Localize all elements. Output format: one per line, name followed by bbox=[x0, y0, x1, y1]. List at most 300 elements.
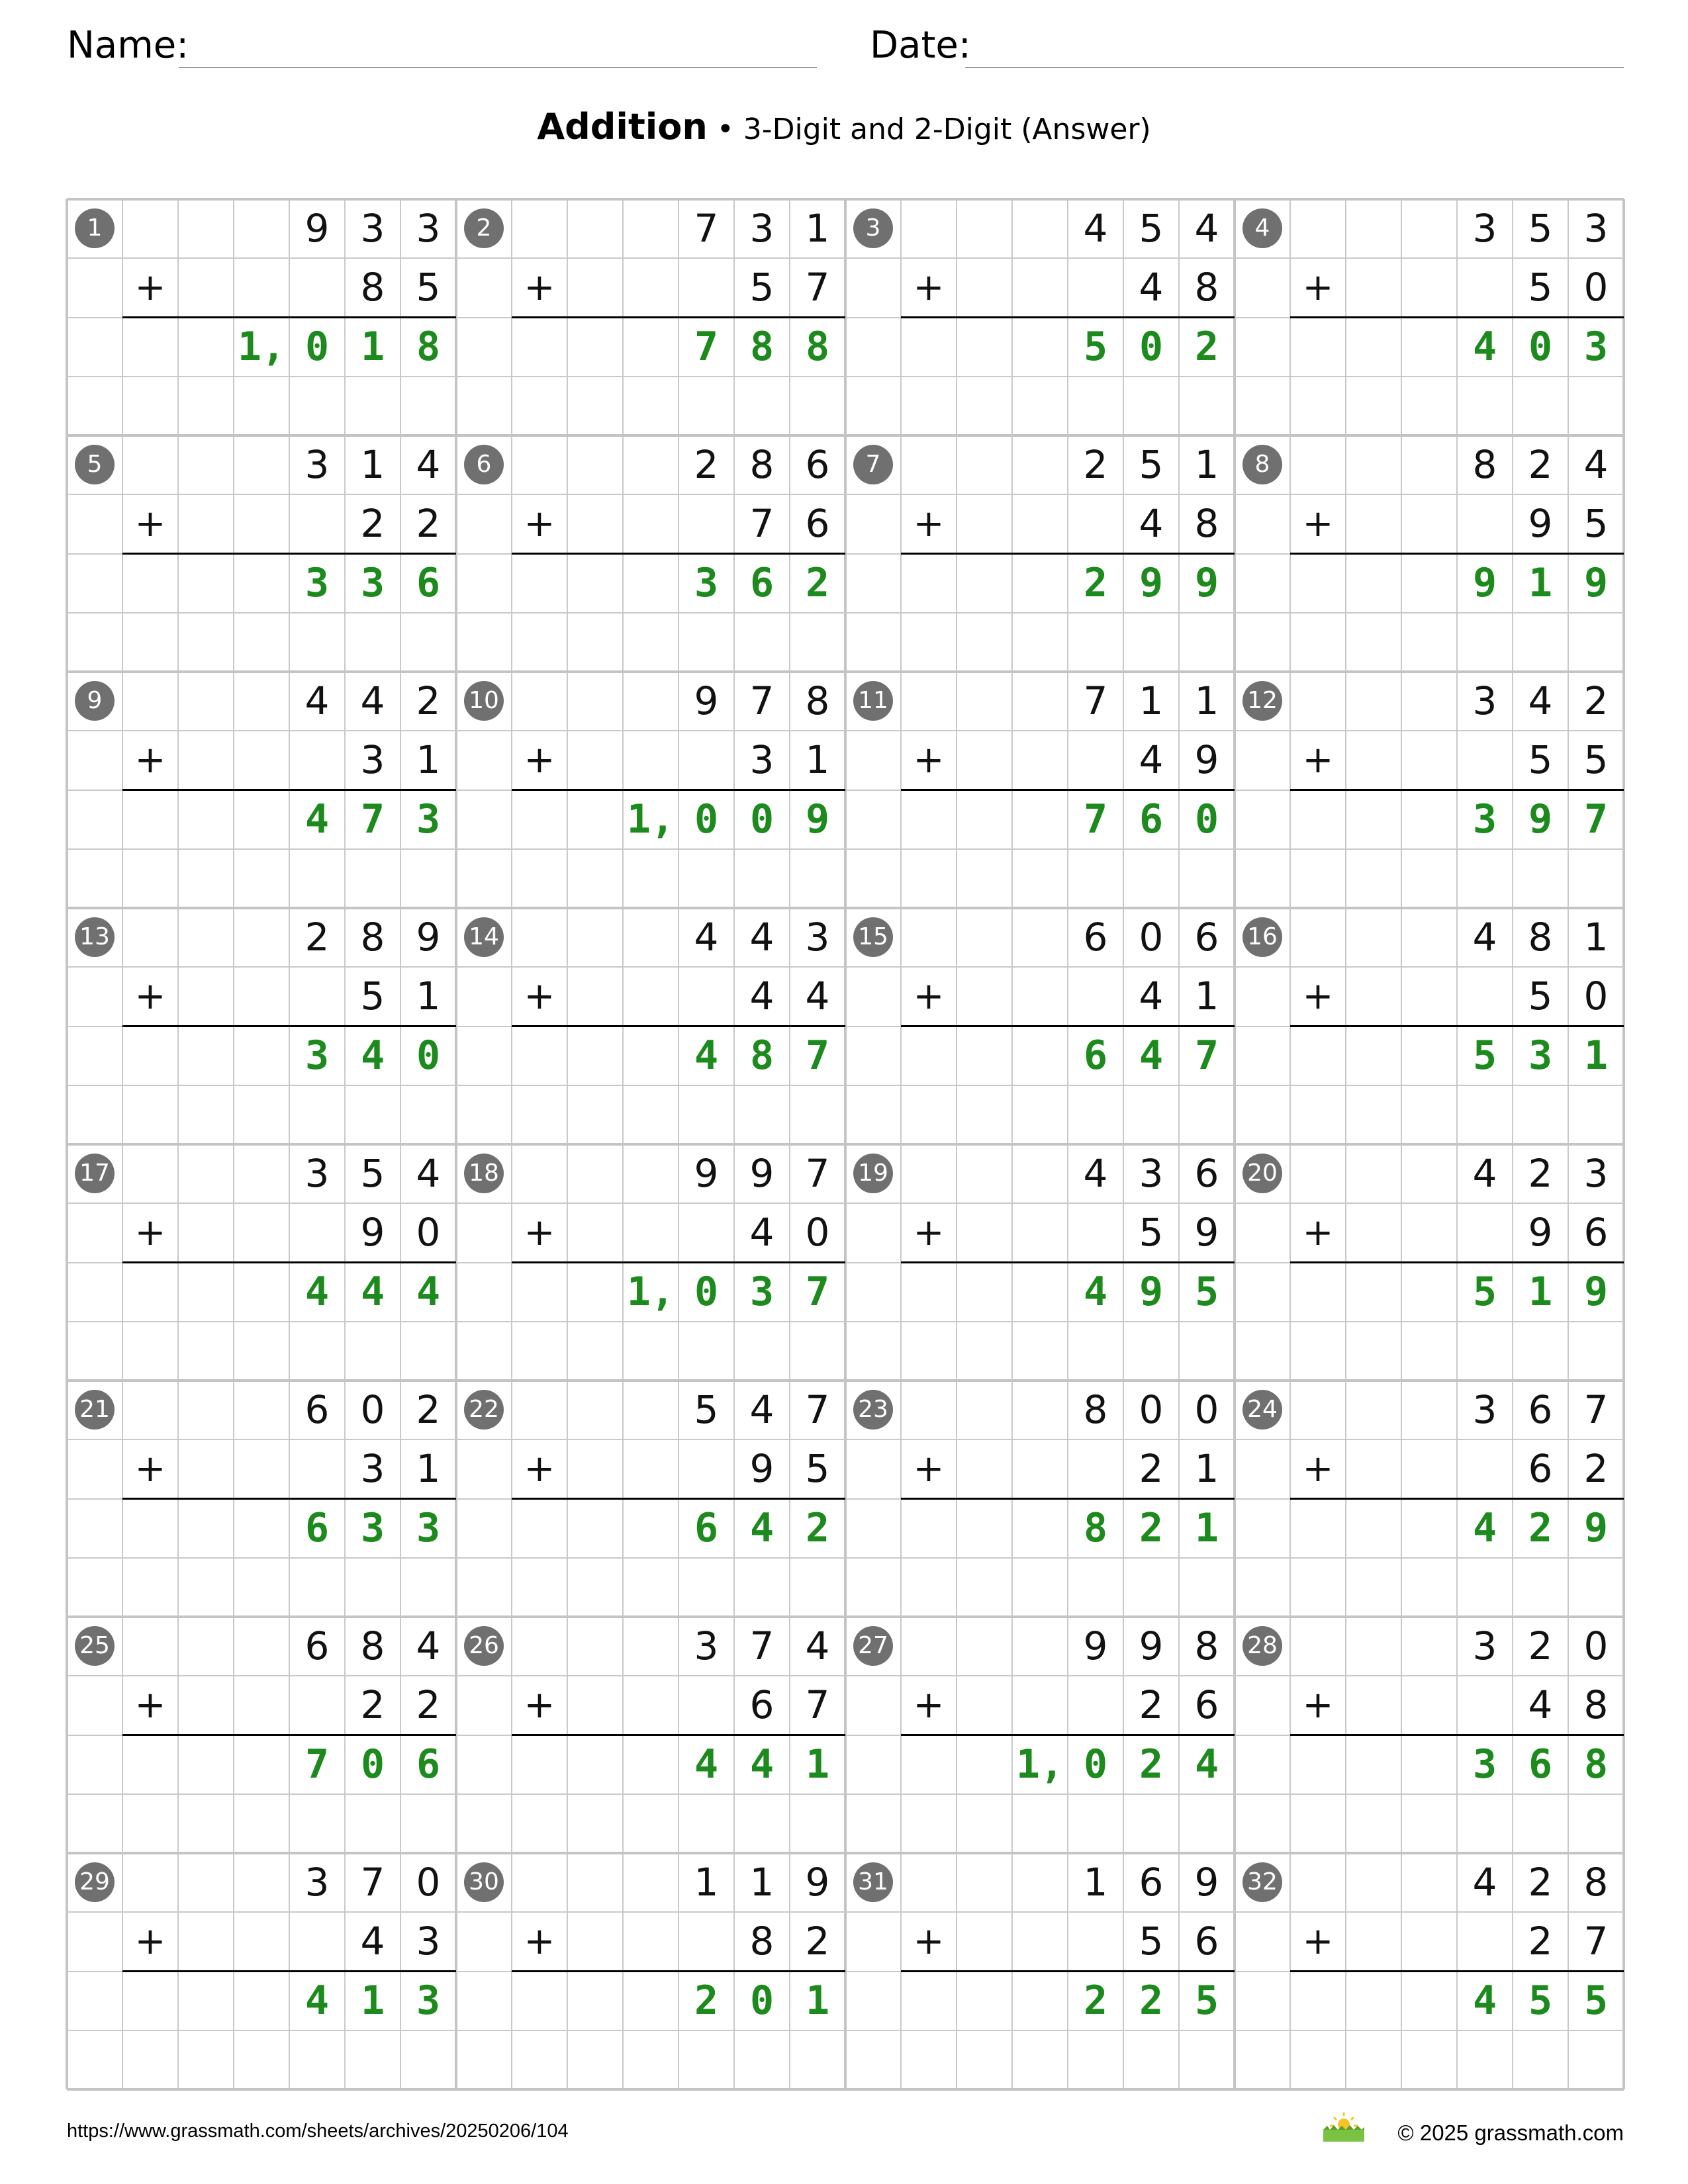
addend-bottom-digit: 4 bbox=[1139, 737, 1164, 783]
problem-grid bbox=[67, 199, 1624, 2089]
addend-bottom-digit: 1 bbox=[805, 737, 830, 783]
answer-digit: 3 bbox=[416, 1504, 441, 1551]
answer-digit: 5 bbox=[1194, 1977, 1219, 2024]
addend-bottom-digit: 1 bbox=[416, 737, 441, 783]
addend-top-digit: 3 bbox=[305, 1151, 330, 1196]
answer-digit: 4 bbox=[305, 1977, 330, 2024]
plus-operator: + bbox=[913, 266, 945, 310]
plus-operator: + bbox=[1302, 1447, 1334, 1491]
problem-number-badge: 4 bbox=[1243, 208, 1282, 248]
addend-top-digit: 2 bbox=[1083, 442, 1108, 487]
answer-digit: 0 bbox=[360, 1741, 385, 1788]
answer-digit: 4 bbox=[1472, 323, 1497, 370]
answer-digit: 8 bbox=[805, 323, 830, 370]
problem-number-badge: 13 bbox=[75, 917, 115, 957]
addend-bottom-digit: 5 bbox=[805, 1446, 830, 1492]
problem-number-badge: 15 bbox=[853, 917, 893, 957]
addend-top-digit: 4 bbox=[749, 915, 774, 960]
addend-top-digit: 9 bbox=[694, 678, 719, 723]
plus-operator: + bbox=[1302, 975, 1334, 1019]
addend-top-digit: 3 bbox=[1583, 1151, 1609, 1196]
name-line[interactable] bbox=[179, 67, 817, 68]
answer-digit: 8 bbox=[749, 1032, 774, 1079]
answer-digit: 5 bbox=[1528, 1977, 1553, 2024]
problem-number-badge: 6 bbox=[464, 445, 504, 484]
addend-top-digit: 4 bbox=[416, 1151, 441, 1196]
addend-bottom-digit: 5 bbox=[1528, 974, 1553, 1019]
answer-digit: 7 bbox=[305, 1741, 330, 1788]
answer-digit: 5 bbox=[1583, 1977, 1609, 2024]
addend-bottom-digit: 8 bbox=[360, 265, 385, 310]
addend-top-digit: 1 bbox=[1139, 678, 1164, 723]
problem-number-badge: 8 bbox=[1243, 445, 1282, 484]
addend-bottom-digit: 0 bbox=[1583, 974, 1609, 1019]
date-label: Date: bbox=[870, 24, 971, 67]
answer-digit: 3 bbox=[360, 1504, 385, 1551]
addend-top-digit: 9 bbox=[305, 206, 330, 251]
addend-top-digit: 1 bbox=[1194, 678, 1219, 723]
date-line[interactable] bbox=[965, 67, 1624, 68]
plus-operator: + bbox=[1302, 502, 1334, 546]
answer-digit: 0 bbox=[694, 1268, 719, 1315]
answer-digit: 1, bbox=[626, 796, 675, 842]
addend-top-digit: 0 bbox=[1194, 1387, 1219, 1432]
addend-top-digit: 4 bbox=[694, 915, 719, 960]
answer-digit: 2 bbox=[1139, 1504, 1164, 1551]
addend-bottom-digit: 6 bbox=[1194, 1919, 1219, 1964]
addend-bottom-digit: 2 bbox=[805, 1919, 830, 1964]
answer-digit: 1 bbox=[805, 1741, 830, 1788]
addend-top-digit: 5 bbox=[694, 1387, 719, 1432]
answer-digit: 2 bbox=[1083, 559, 1108, 606]
addend-top-digit: 4 bbox=[1583, 442, 1609, 487]
addend-top-digit: 1 bbox=[694, 1860, 719, 1905]
addend-top-digit: 4 bbox=[1083, 1151, 1108, 1196]
addend-top-digit: 4 bbox=[360, 678, 385, 723]
answer-digit: 5 bbox=[1083, 323, 1108, 370]
addend-top-digit: 6 bbox=[1528, 1387, 1553, 1432]
problem-number-badge: 24 bbox=[1243, 1390, 1282, 1430]
plus-operator: + bbox=[134, 739, 166, 782]
addend-top-digit: 4 bbox=[305, 678, 330, 723]
plus-operator: + bbox=[134, 1447, 166, 1491]
addend-bottom-digit: 3 bbox=[749, 737, 774, 783]
plus-operator: + bbox=[913, 975, 945, 1019]
addend-top-digit: 0 bbox=[360, 1387, 385, 1432]
answer-digit: 9 bbox=[1528, 796, 1553, 842]
addend-bottom-digit: 0 bbox=[805, 1210, 830, 1255]
addend-top-digit: 2 bbox=[694, 442, 719, 487]
addend-bottom-digit: 6 bbox=[1194, 1682, 1219, 1728]
answer-digit: 6 bbox=[1083, 1032, 1108, 1079]
answer-digit: 3 bbox=[749, 1268, 774, 1315]
answer-digit: 8 bbox=[1083, 1504, 1108, 1551]
grid-line-horizontal bbox=[67, 2088, 1624, 2091]
plus-operator: + bbox=[524, 1447, 555, 1491]
addend-top-digit: 7 bbox=[749, 678, 774, 723]
answer-digit: 3 bbox=[1528, 1032, 1553, 1079]
addend-bottom-digit: 2 bbox=[416, 1682, 441, 1728]
addend-top-digit: 6 bbox=[305, 1623, 330, 1668]
problem-number-badge: 12 bbox=[1243, 681, 1282, 721]
addend-bottom-digit: 2 bbox=[360, 1682, 385, 1728]
answer-digit: 6 bbox=[305, 1504, 330, 1551]
name-label: Name: bbox=[67, 24, 189, 67]
answer-digit: 6 bbox=[416, 1741, 441, 1788]
addend-top-digit: 3 bbox=[749, 206, 774, 251]
addend-top-digit: 7 bbox=[1083, 678, 1108, 723]
answer-digit: 9 bbox=[1194, 559, 1219, 606]
answer-digit: 7 bbox=[1083, 796, 1108, 842]
addend-bottom-digit: 2 bbox=[1528, 1919, 1553, 1964]
answer-digit: 6 bbox=[749, 559, 774, 606]
answer-digit: 7 bbox=[360, 796, 385, 842]
plus-operator: + bbox=[1302, 1920, 1334, 1964]
problem-number-badge: 7 bbox=[853, 445, 893, 484]
addend-bottom-digit: 5 bbox=[1139, 1210, 1164, 1255]
addend-top-digit: 7 bbox=[360, 1860, 385, 1905]
addend-bottom-digit: 7 bbox=[805, 265, 830, 310]
addend-top-digit: 2 bbox=[1528, 1860, 1553, 1905]
addend-top-digit: 3 bbox=[1472, 678, 1497, 723]
addend-bottom-digit: 2 bbox=[1139, 1446, 1164, 1492]
addend-top-digit: 1 bbox=[1583, 915, 1609, 960]
problem-number-badge: 25 bbox=[75, 1626, 115, 1666]
answer-digit: 4 bbox=[694, 1032, 719, 1079]
answer-digit: 1, bbox=[626, 1268, 675, 1315]
addend-top-digit: 9 bbox=[416, 915, 441, 960]
addend-top-digit: 3 bbox=[305, 1860, 330, 1905]
addend-top-digit: 4 bbox=[1528, 678, 1553, 723]
problem-number-badge: 5 bbox=[75, 445, 115, 484]
addend-top-digit: 5 bbox=[360, 1151, 385, 1196]
addend-bottom-digit: 9 bbox=[1194, 1210, 1219, 1255]
answer-digit: 9 bbox=[1472, 559, 1497, 606]
addend-top-digit: 3 bbox=[1472, 1387, 1497, 1432]
addend-top-digit: 7 bbox=[749, 1623, 774, 1668]
problem-number-badge: 10 bbox=[464, 681, 504, 721]
addend-top-digit: 0 bbox=[1583, 1623, 1609, 1668]
answer-digit: 4 bbox=[1083, 1268, 1108, 1315]
addend-bottom-digit: 5 bbox=[1139, 1919, 1164, 1964]
addend-top-digit: 0 bbox=[1139, 1387, 1164, 1432]
answer-digit: 0 bbox=[1528, 323, 1553, 370]
answer-digit: 3 bbox=[1583, 323, 1609, 370]
addend-top-digit: 4 bbox=[416, 1623, 441, 1668]
plus-operator: + bbox=[134, 1920, 166, 1964]
answer-digit: 1 bbox=[1528, 559, 1553, 606]
addend-top-digit: 6 bbox=[1083, 915, 1108, 960]
answer-digit: 0 bbox=[749, 796, 774, 842]
addend-top-digit: 3 bbox=[305, 442, 330, 487]
answer-digit: 5 bbox=[1472, 1268, 1497, 1315]
addend-bottom-digit: 9 bbox=[360, 1210, 385, 1255]
answer-digit: 1 bbox=[360, 1977, 385, 2024]
addend-top-digit: 7 bbox=[805, 1387, 830, 1432]
title-subtitle: 3-Digit and 2-Digit (Answer) bbox=[743, 113, 1151, 146]
addend-top-digit: 5 bbox=[1528, 206, 1553, 251]
answer-digit: 7 bbox=[694, 323, 719, 370]
answer-digit: 1 bbox=[1528, 1268, 1553, 1315]
answer-digit: 9 bbox=[1583, 1268, 1609, 1315]
answer-digit: 9 bbox=[1139, 1268, 1164, 1315]
plus-operator: + bbox=[913, 502, 945, 546]
footer-url[interactable]: https://www.grassmath.com/sheets/archives/20250206/104 bbox=[67, 2120, 569, 2142]
plus-operator: + bbox=[524, 1920, 555, 1964]
worksheet-title bbox=[0, 106, 1688, 148]
footer-copyright: © 2025 grassmath.com bbox=[1397, 2120, 1624, 2145]
plus-operator: + bbox=[1302, 1211, 1334, 1255]
problem-number-badge: 16 bbox=[1243, 917, 1282, 957]
addend-bottom-digit: 2 bbox=[416, 501, 441, 547]
answer-digit: 3 bbox=[416, 796, 441, 842]
answer-digit: 4 bbox=[694, 1741, 719, 1788]
plus-operator: + bbox=[134, 1211, 166, 1255]
addend-top-digit: 9 bbox=[805, 1860, 830, 1905]
addend-bottom-digit: 5 bbox=[1528, 265, 1553, 310]
answer-digit: 4 bbox=[1194, 1741, 1219, 1788]
addend-top-digit: 9 bbox=[1083, 1623, 1108, 1668]
addend-top-digit: 3 bbox=[1472, 206, 1497, 251]
addend-bottom-digit: 4 bbox=[749, 974, 774, 1019]
addend-bottom-digit: 9 bbox=[1528, 501, 1553, 547]
answer-digit: 3 bbox=[416, 1977, 441, 2024]
answer-digit: 2 bbox=[694, 1977, 719, 2024]
plus-operator: + bbox=[913, 1447, 945, 1491]
addend-bottom-digit: 4 bbox=[1139, 265, 1164, 310]
addend-bottom-digit: 1 bbox=[1194, 974, 1219, 1019]
addend-top-digit: 2 bbox=[416, 678, 441, 723]
addend-top-digit: 7 bbox=[694, 206, 719, 251]
answer-digit: 0 bbox=[694, 796, 719, 842]
addend-top-digit: 1 bbox=[805, 206, 830, 251]
answer-digit: 4 bbox=[749, 1504, 774, 1551]
answer-digit: 6 bbox=[694, 1504, 719, 1551]
problem-number-badge: 1 bbox=[75, 208, 115, 248]
addend-bottom-digit: 7 bbox=[805, 1682, 830, 1728]
answer-digit: 6 bbox=[1139, 796, 1164, 842]
answer-digit: 0 bbox=[1083, 1741, 1108, 1788]
addend-bottom-digit: 8 bbox=[1583, 1682, 1609, 1728]
addend-top-digit: 3 bbox=[1583, 206, 1609, 251]
addend-top-digit: 4 bbox=[416, 442, 441, 487]
addend-top-digit: 8 bbox=[1194, 1623, 1219, 1668]
addend-top-digit: 6 bbox=[305, 1387, 330, 1432]
answer-digit: 8 bbox=[416, 323, 441, 370]
addend-top-digit: 2 bbox=[1528, 1151, 1553, 1196]
plus-operator: + bbox=[134, 266, 166, 310]
addend-bottom-digit: 9 bbox=[749, 1446, 774, 1492]
addend-bottom-digit: 1 bbox=[1194, 1446, 1219, 1492]
title-bullet: • bbox=[716, 113, 734, 146]
plus-operator: + bbox=[913, 739, 945, 782]
addend-top-digit: 4 bbox=[1083, 206, 1108, 251]
answer-digit: 9 bbox=[1139, 559, 1164, 606]
addend-top-digit: 2 bbox=[305, 915, 330, 960]
addend-top-digit: 4 bbox=[749, 1387, 774, 1432]
problem-number-badge: 19 bbox=[853, 1154, 893, 1193]
addend-top-digit: 8 bbox=[1083, 1387, 1108, 1432]
addend-bottom-digit: 6 bbox=[805, 501, 830, 547]
answer-digit: 5 bbox=[1194, 1268, 1219, 1315]
addend-top-digit: 3 bbox=[416, 206, 441, 251]
answer-digit: 1 bbox=[360, 323, 385, 370]
addend-top-digit: 7 bbox=[805, 1151, 830, 1196]
addend-top-digit: 1 bbox=[1194, 442, 1219, 487]
plus-operator: + bbox=[1302, 1684, 1334, 1727]
answer-digit: 6 bbox=[1528, 1741, 1553, 1788]
addend-top-digit: 9 bbox=[694, 1151, 719, 1196]
addend-top-digit: 1 bbox=[1083, 1860, 1108, 1905]
addend-bottom-digit: 1 bbox=[416, 1446, 441, 1492]
answer-digit: 4 bbox=[305, 796, 330, 842]
answer-digit: 3 bbox=[1472, 796, 1497, 842]
addend-top-digit: 9 bbox=[1194, 1860, 1219, 1905]
answer-digit: 7 bbox=[1194, 1032, 1219, 1079]
addend-top-digit: 2 bbox=[416, 1387, 441, 1432]
plus-operator: + bbox=[134, 1684, 166, 1727]
addend-bottom-digit: 4 bbox=[360, 1919, 385, 1964]
answer-digit: 2 bbox=[805, 559, 830, 606]
addend-top-digit: 4 bbox=[805, 1623, 830, 1668]
problem-number-badge: 22 bbox=[464, 1390, 504, 1430]
addend-top-digit: 7 bbox=[1583, 1387, 1609, 1432]
answer-digit: 1 bbox=[805, 1977, 830, 2024]
answer-digit: 1 bbox=[1194, 1504, 1219, 1551]
problem-number-badge: 3 bbox=[853, 208, 893, 248]
addend-bottom-digit: 3 bbox=[360, 1446, 385, 1492]
answer-digit: 1 bbox=[1583, 1032, 1609, 1079]
addend-bottom-digit: 5 bbox=[416, 265, 441, 310]
answer-digit: 0 bbox=[749, 1977, 774, 2024]
addend-top-digit: 5 bbox=[1139, 442, 1164, 487]
answer-digit: 4 bbox=[360, 1032, 385, 1079]
addend-bottom-digit: 9 bbox=[1528, 1210, 1553, 1255]
answer-digit: 0 bbox=[416, 1032, 441, 1079]
addend-top-digit: 8 bbox=[1472, 442, 1497, 487]
answer-digit: 7 bbox=[805, 1032, 830, 1079]
addend-top-digit: 8 bbox=[805, 678, 830, 723]
addend-top-digit: 8 bbox=[1528, 915, 1553, 960]
answer-digit: 3 bbox=[694, 559, 719, 606]
answer-digit: 3 bbox=[360, 559, 385, 606]
answer-digit: 9 bbox=[1583, 1504, 1609, 1551]
plus-operator: + bbox=[913, 1211, 945, 1255]
problem-number-badge: 11 bbox=[853, 681, 893, 721]
problem-number-badge: 17 bbox=[75, 1154, 115, 1193]
addend-top-digit: 6 bbox=[1139, 1860, 1164, 1905]
addend-top-digit: 1 bbox=[360, 442, 385, 487]
addend-top-digit: 3 bbox=[805, 915, 830, 960]
grass-sun-logo-icon bbox=[1321, 2110, 1367, 2143]
answer-digit: 8 bbox=[749, 323, 774, 370]
addend-bottom-digit: 8 bbox=[1194, 501, 1219, 547]
addend-bottom-digit: 2 bbox=[1583, 1446, 1609, 1492]
plus-operator: + bbox=[1302, 266, 1334, 310]
addend-bottom-digit: 2 bbox=[360, 501, 385, 547]
addend-top-digit: 4 bbox=[1472, 1860, 1497, 1905]
addend-top-digit: 3 bbox=[694, 1623, 719, 1668]
answer-digit: 4 bbox=[360, 1268, 385, 1315]
answer-digit: 2 bbox=[1139, 1977, 1164, 2024]
answer-digit: 0 bbox=[305, 323, 330, 370]
addend-top-digit: 4 bbox=[1472, 1151, 1497, 1196]
addend-top-digit: 0 bbox=[416, 1860, 441, 1905]
answer-digit: 4 bbox=[416, 1268, 441, 1315]
answer-digit: 3 bbox=[1472, 1741, 1497, 1788]
problem-number-badge: 29 bbox=[75, 1862, 115, 1902]
addend-bottom-digit: 6 bbox=[1583, 1210, 1609, 1255]
addend-top-digit: 3 bbox=[360, 206, 385, 251]
addend-bottom-digit: 8 bbox=[749, 1919, 774, 1964]
addend-top-digit: 2 bbox=[1583, 678, 1609, 723]
addend-top-digit: 6 bbox=[1194, 1151, 1219, 1196]
addend-top-digit: 2 bbox=[1528, 1623, 1553, 1668]
problem-number-badge: 30 bbox=[464, 1862, 504, 1902]
answer-digit: 9 bbox=[1583, 559, 1609, 606]
plus-operator: + bbox=[524, 1684, 555, 1727]
addend-top-digit: 8 bbox=[360, 915, 385, 960]
addend-top-digit: 1 bbox=[749, 1860, 774, 1905]
answer-digit: 5 bbox=[1472, 1032, 1497, 1079]
addend-bottom-digit: 8 bbox=[1194, 265, 1219, 310]
addend-bottom-digit: 0 bbox=[416, 1210, 441, 1255]
problem-number-badge: 23 bbox=[853, 1390, 893, 1430]
addend-top-digit: 0 bbox=[1139, 915, 1164, 960]
problem-number-badge: 32 bbox=[1243, 1862, 1282, 1902]
addend-top-digit: 2 bbox=[1528, 442, 1553, 487]
answer-digit: 0 bbox=[1194, 796, 1219, 842]
addend-bottom-digit: 4 bbox=[805, 974, 830, 1019]
title-main: Addition bbox=[537, 106, 708, 148]
addend-bottom-digit: 4 bbox=[1139, 501, 1164, 547]
addend-bottom-digit: 4 bbox=[1528, 1682, 1553, 1728]
problem-number-badge: 26 bbox=[464, 1626, 504, 1666]
problem-number-badge: 28 bbox=[1243, 1626, 1282, 1666]
problem-number-badge: 9 bbox=[75, 681, 115, 721]
problem-number-badge: 20 bbox=[1243, 1154, 1282, 1193]
answer-digit: 4 bbox=[305, 1268, 330, 1315]
addend-bottom-digit: 1 bbox=[416, 974, 441, 1019]
answer-digit: 2 bbox=[805, 1504, 830, 1551]
plus-operator: + bbox=[524, 266, 555, 310]
addend-bottom-digit: 3 bbox=[416, 1919, 441, 1964]
addend-top-digit: 8 bbox=[749, 442, 774, 487]
plus-operator: + bbox=[524, 1211, 555, 1255]
problem-number-badge: 21 bbox=[75, 1390, 115, 1430]
answer-digit: 1, bbox=[237, 323, 286, 370]
problem-number-badge: 31 bbox=[853, 1862, 893, 1902]
answer-digit: 2 bbox=[1194, 323, 1219, 370]
addend-bottom-digit: 0 bbox=[1583, 265, 1609, 310]
answer-digit: 7 bbox=[805, 1268, 830, 1315]
answer-digit: 4 bbox=[1472, 1504, 1497, 1551]
answer-digit: 2 bbox=[1139, 1741, 1164, 1788]
answer-digit: 4 bbox=[1472, 1977, 1497, 2024]
addend-bottom-digit: 5 bbox=[1583, 737, 1609, 783]
answer-digit: 6 bbox=[416, 559, 441, 606]
plus-operator: + bbox=[913, 1684, 945, 1727]
answer-digit: 1, bbox=[1015, 1741, 1064, 1788]
answer-digit: 4 bbox=[749, 1741, 774, 1788]
addend-bottom-digit: 3 bbox=[360, 737, 385, 783]
addend-top-digit: 8 bbox=[1583, 1860, 1609, 1905]
addend-top-digit: 4 bbox=[1194, 206, 1219, 251]
plus-operator: + bbox=[913, 1920, 945, 1964]
addend-top-digit: 9 bbox=[1139, 1623, 1164, 1668]
problem-number-badge: 18 bbox=[464, 1154, 504, 1193]
plus-operator: + bbox=[1302, 739, 1334, 782]
